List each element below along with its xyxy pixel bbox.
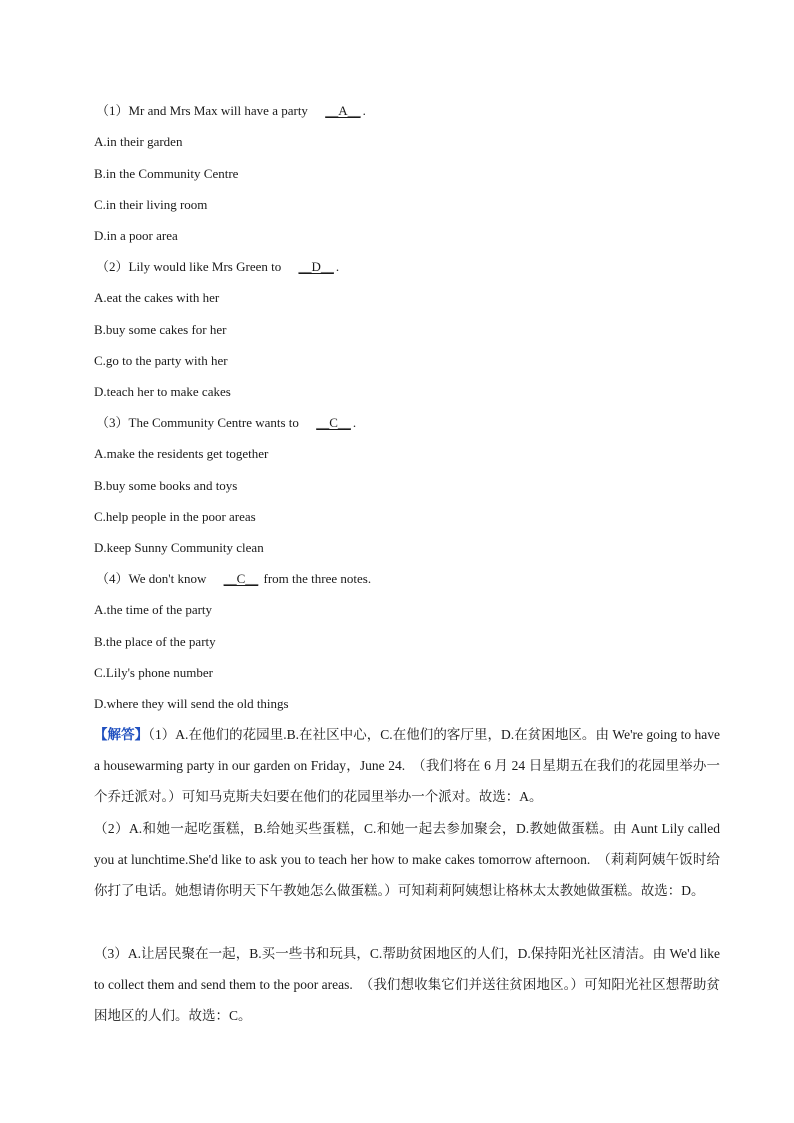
solution-text: （1）A.在他们的花园里.B.在社区中心，C.在他们的客厅里，D.在贫困地区。由 We're going to have a housewarming party in our garden on Friday，June 24. （我们将在 6 月 24 日星期五在我们的花园里举办一个乔迁派对。）可知马克斯夫妇要在他们的花园里举办一个派对。故选：A。 [94,727,720,805]
question-stem-text: （4）We don't know [96,571,207,586]
option-b: B.buy some cakes for her [94,322,227,337]
option-b: B.the place of the party [94,634,216,649]
solution-tag: 【解答】 [94,727,149,742]
answer-blank: __A__ [325,103,361,118]
question-stem-end: . [362,103,366,118]
question-stem-end: . [352,415,357,430]
option-a: A.the time of the party [94,602,213,617]
question-stem-text: （3）The Community Centre wants to [96,415,299,430]
solution-paragraph-3: （3）A.让居民聚在一起，B.买一些书和玩具，C.帮助贫困地区的人们，D.保持阳光社区清洁。由 We'd like to collect them and send them to the poor areas. （我们想收集它们并送往贫困地区。）可知阳光社区想帮助贫困地区的人们。故选：C。 [94,946,720,1024]
question-1-stem [96,103,366,119]
option-b: B.in the Community Centre [94,166,239,181]
answer-blank: __C__ [223,571,259,586]
option-c: C.go to the party with her [94,353,228,368]
option-c: C.in their living room [94,197,208,212]
option-c: C.Lily's phone number [94,665,213,680]
option-d: D.keep Sunny Community clean [94,540,264,555]
option-a: A.make the residents get together [94,446,269,461]
option-d: D.in a poor area [94,228,178,243]
question-4-stem [96,571,371,587]
question-2-stem [96,259,339,275]
answer-blank: __C__ [316,415,351,430]
question-stem-text: （1）Mr and Mrs Max will have a party [96,103,308,118]
option-d: D.teach her to make cakes [94,384,231,399]
option-c: C.help people in the poor areas [94,509,256,524]
option-b: B.buy some books and toys [94,478,238,493]
answer-blank: __D__ [298,259,334,274]
question-stem-end: . [335,259,340,274]
question-stem-end: from the three notes. [263,571,372,586]
option-a: A.eat the cakes with her [94,290,220,305]
option-a: A.in their garden [94,134,183,149]
solution-paragraph-1 [94,719,720,813]
question-3-stem [96,415,356,431]
option-d: D.where they will send the old things [94,696,289,711]
solution-paragraph-2: （2）A.和她一起吃蛋糕，B.给她买些蛋糕，C.和她一起去参加聚会，D.教她做蛋糕。由 Aunt Lily called you at lunchtime.She'd like to ask you to teach her how to make cakes tomorrow afternoon. （莉莉阿姨午饭时给你打了电话。她想请你明天下午教她怎么做蛋糕。）可知莉莉阿姨想让格林太太教她做蛋糕。故选：D。 [94,821,720,899]
question-stem-text: （2）Lily would like Mrs Green to [96,259,282,274]
